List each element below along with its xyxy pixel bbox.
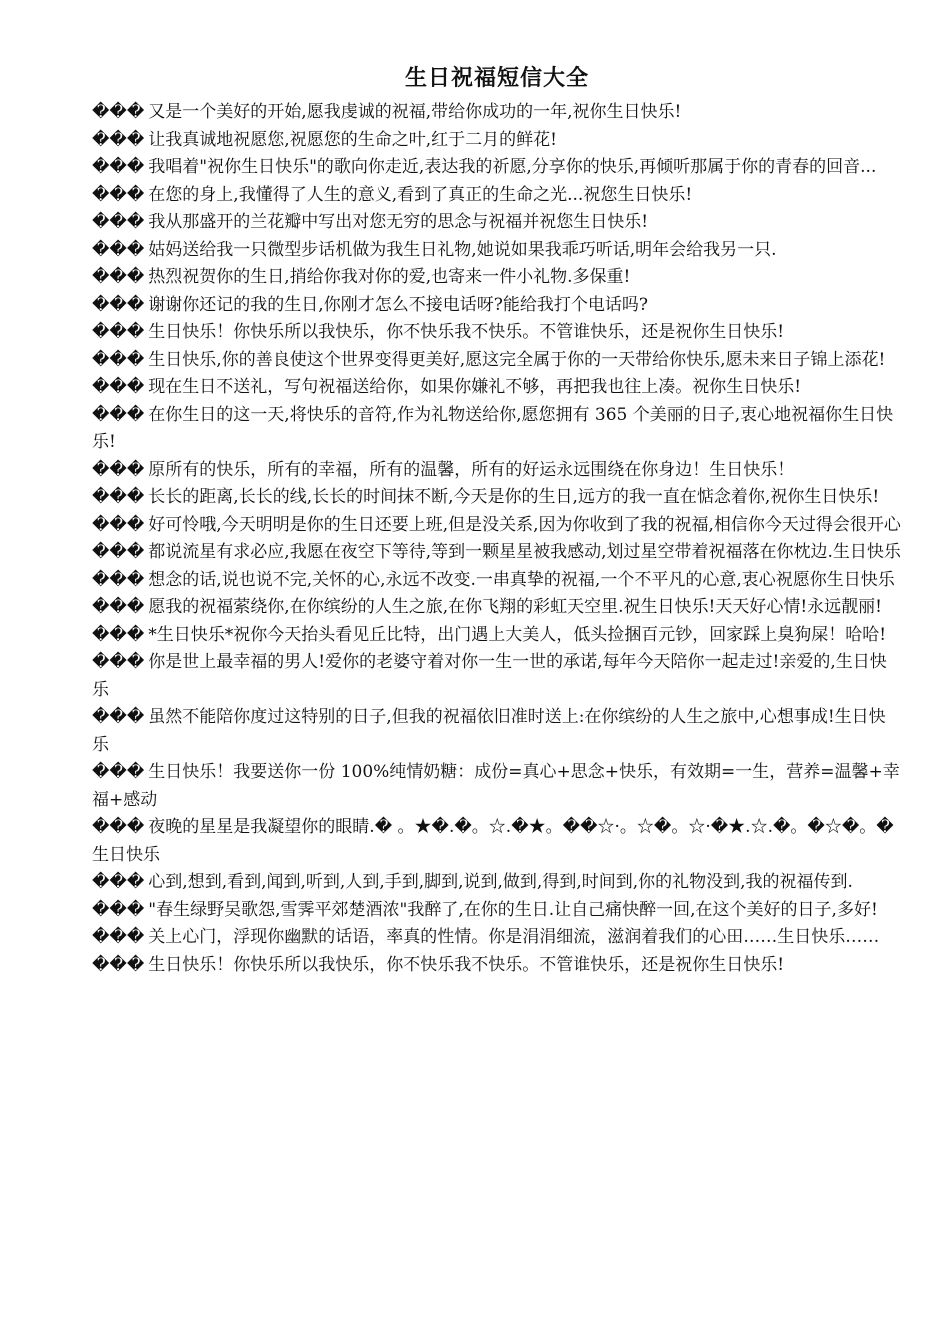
item-text: 让我真诚地祝愿您,祝愿您的生命之叶,红于二月的鲜花! bbox=[148, 129, 557, 150]
item-text: 虽然不能陪你度过这特别的日子,但我的祝福依旧准时送上:在你缤纷的人生之旅中,心想事成!生日快乐 bbox=[92, 707, 886, 755]
item-text: 我唱着"祝你生日快乐"的歌向你走近,表达我的祈愿,分享你的快乐,再倾听那属于你的青春的回音... bbox=[148, 157, 877, 177]
bullet-glyph: ��� bbox=[92, 597, 145, 617]
item-text: 都说流星有求必应,我愿在夜空下等待,等到一颗星星被我感动,划过星空带着祝福落在你枕边.生日快乐 bbox=[148, 542, 901, 562]
list-item bbox=[92, 209, 902, 237]
bullet-glyph: ��� bbox=[92, 569, 145, 590]
list-item bbox=[92, 182, 902, 210]
document-title: 生日祝福短信大全 bbox=[404, 65, 589, 91]
list-item bbox=[92, 402, 902, 457]
list-item bbox=[92, 952, 902, 980]
item-text: 想念的话,说也说不完,关怀的心,永远不改变.一串真挚的祝福,一个不平凡的心意,衷心祝愿你生日快乐 bbox=[148, 569, 895, 590]
bullet-glyph: ��� bbox=[92, 542, 145, 562]
list-item bbox=[92, 512, 902, 540]
message-list bbox=[92, 99, 902, 979]
list-item bbox=[92, 594, 902, 622]
item-text: 长长的距离,长长的线,长长的时间抹不断,今天是你的生日,远方的我一直在惦念着你,祝你生日快乐! bbox=[148, 487, 880, 507]
bullet-glyph: ��� bbox=[92, 404, 145, 425]
bullet-glyph: ��� bbox=[92, 927, 145, 947]
bullet-glyph: ��� bbox=[92, 652, 145, 672]
item-text: 热烈祝贺你的生日,捎给你我对你的爱,也寄来一件小礼物.多保重! bbox=[148, 267, 631, 287]
list-item bbox=[92, 127, 902, 155]
item-text: 原所有的快乐，所有的幸福，所有的温馨，所有的好运永远围绕在你身边！生日快乐！ bbox=[148, 459, 795, 480]
list-item bbox=[92, 457, 902, 485]
item-text: 生日快乐！我要送你一份 100%纯情奶糖：成份=真心+思念+快乐，有效期=一生，营养=温馨+幸福+感动 bbox=[92, 762, 900, 810]
list-item bbox=[92, 622, 902, 650]
bullet-glyph: ��� bbox=[92, 377, 145, 397]
list-item bbox=[92, 237, 902, 265]
item-text: 在你生日的这一天,将快乐的音符,作为礼物送给你,愿您拥有 365 个美丽的日子,衷心地祝福你生日快乐! bbox=[92, 404, 894, 452]
bullet-glyph: ��� bbox=[92, 872, 145, 892]
bullet-glyph: ��� bbox=[92, 157, 145, 177]
bullet-glyph: ��� bbox=[92, 459, 145, 480]
item-text: 姑妈送给我一只微型步话机做为我生日礼物,她说如果我乖巧听话,明年会给我另一只. bbox=[148, 239, 777, 260]
bullet-glyph: ��� bbox=[92, 624, 145, 645]
item-text: 生日快乐,你的善良使这个世界变得更美好,愿这完全属于你的一天带给你快乐,愿未来日子锦上添花! bbox=[148, 349, 886, 370]
bullet-glyph: ��� bbox=[92, 899, 145, 920]
bullet-glyph: ��� bbox=[92, 487, 145, 507]
bullet-glyph: ��� bbox=[92, 707, 145, 727]
item-text: 关上心门，浮现你幽默的话语，率真的性情。你是涓涓细流，滋润着我们的心田……生日快乐…… bbox=[148, 927, 880, 947]
document-page bbox=[92, 58, 902, 979]
bullet-glyph: ��� bbox=[92, 349, 145, 370]
item-text: *生日快乐*祝你今天抬头看见丘比特，出门遇上大美人，低头捡捆百元钞，回家踩上臭狗屎！哈哈! bbox=[148, 624, 887, 645]
bullet-glyph: ��� bbox=[92, 954, 145, 975]
list-item bbox=[92, 347, 902, 375]
item-text: 谢谢你还记的我的生日,你刚才怎么不接电话呀?能给我打个电话吗? bbox=[148, 294, 648, 315]
list-item bbox=[92, 484, 902, 512]
bullet-glyph: ��� bbox=[92, 322, 145, 342]
bullet-glyph: ��� bbox=[92, 184, 145, 205]
list-item bbox=[92, 539, 902, 567]
item-text: 生日快乐！你快乐所以我快乐，你不快乐我不快乐。不管谁快乐，还是祝你生日快乐! bbox=[148, 954, 785, 975]
bullet-glyph: ��� bbox=[92, 817, 145, 837]
item-text: 夜晚的星星是我凝望你的眼睛.� 。★�.�。☆.�★。��☆·。☆�。☆·�★.☆.�。�☆�。�生日快乐 bbox=[92, 817, 894, 865]
bullet-glyph: ��� bbox=[92, 762, 145, 782]
item-text: "春生绿野吴歌怨,雪霁平郊楚酒浓"我醉了,在你的生日.让自己痛快醉一回,在这个美好的日子,多好! bbox=[148, 899, 878, 920]
list-item bbox=[92, 292, 902, 320]
bullet-glyph: ��� bbox=[92, 129, 145, 150]
item-text: 在您的身上,我懂得了人生的意义,看到了真正的生命之光...祝您生日快乐! bbox=[148, 184, 693, 205]
list-item bbox=[92, 319, 902, 347]
bullet-glyph: ��� bbox=[92, 267, 145, 287]
item-text: 生日快乐！你快乐所以我快乐，你不快乐我不快乐。不管谁快乐，还是祝你生日快乐! bbox=[148, 322, 785, 342]
list-item bbox=[92, 154, 902, 182]
bullet-glyph: ��� bbox=[92, 514, 145, 535]
list-item bbox=[92, 704, 902, 759]
list-item bbox=[92, 924, 902, 952]
item-text: 你是世上最幸福的男人!爱你的老婆守着对你一生一世的承诺,每年今天陪你一起走过!亲爱的,生日快乐 bbox=[92, 652, 887, 700]
list-item bbox=[92, 99, 902, 127]
list-item bbox=[92, 567, 902, 595]
list-item bbox=[92, 897, 902, 925]
item-text: 心到,想到,看到,闻到,听到,人到,手到,脚到,说到,做到,得到,时间到,你的礼物没到,我的祝福传到. bbox=[148, 872, 853, 892]
list-item bbox=[92, 869, 902, 897]
list-item bbox=[92, 649, 902, 704]
list-item bbox=[92, 264, 902, 292]
item-text: 愿我的祝福萦绕你,在你缤纷的人生之旅,在你飞翔的彩虹天空里.祝生日快乐!天天好心情!永远靓丽! bbox=[148, 597, 883, 617]
list-item bbox=[92, 814, 902, 869]
item-text: 现在生日不送礼，写句祝福送给你，如果你嫌礼不够，再把我也往上凑。祝你生日快乐! bbox=[148, 377, 802, 397]
bullet-glyph: ��� bbox=[92, 294, 145, 315]
item-text: 又是一个美好的开始,愿我虔诚的祝福,带给你成功的一年,祝你生日快乐! bbox=[148, 102, 682, 122]
item-text: 好可怜哦,今天明明是你的生日还要上班,但是没关系,因为你收到了我的祝福,相信你今天过得会很开心 bbox=[148, 514, 901, 535]
bullet-glyph: ��� bbox=[92, 212, 145, 232]
bullet-glyph: ��� bbox=[92, 239, 145, 260]
item-text: 我从那盛开的兰花瓣中写出对您无穷的思念与祝福并祝您生日快乐! bbox=[148, 212, 649, 232]
bullet-glyph: ��� bbox=[92, 102, 145, 122]
list-item bbox=[92, 374, 902, 402]
list-item bbox=[92, 759, 902, 814]
